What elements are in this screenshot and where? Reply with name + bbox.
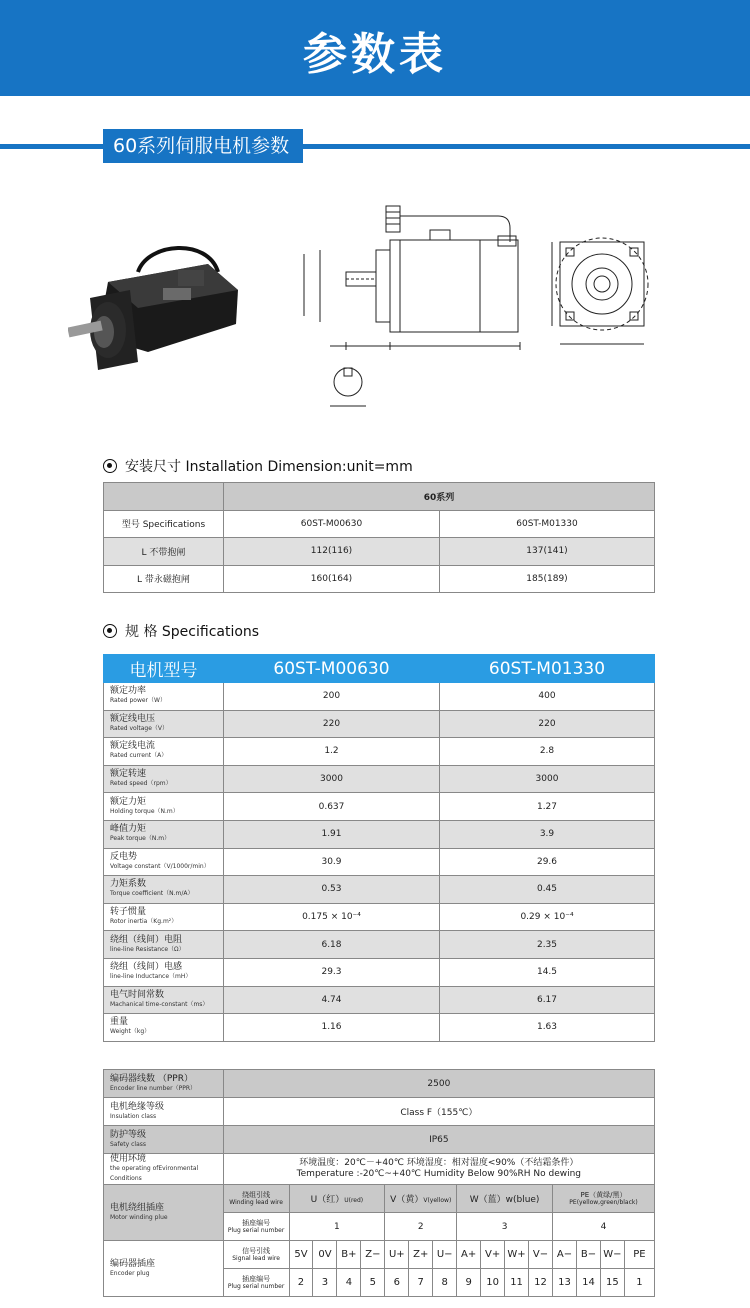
winding-pin-4: 4	[553, 1213, 655, 1241]
spec-row	[104, 738, 655, 766]
spec-value-2: 1.63	[440, 1014, 655, 1042]
insulation-value: Class F（155℃）	[223, 1098, 654, 1126]
encoder-signal: W+	[505, 1241, 529, 1269]
installation-heading	[103, 456, 413, 476]
encoder-pin: 12	[529, 1269, 553, 1297]
spec-value-1: 0.637	[224, 793, 440, 821]
encoder-lead-label: 信号引线 Signal lead wire	[223, 1241, 289, 1269]
spec-value-2: 400	[440, 683, 655, 711]
spec-label: 重量 Weight（kg）	[104, 1014, 224, 1042]
spec-value-2: 2.35	[440, 931, 655, 959]
section-title: 60系列伺服电机参数	[103, 129, 303, 163]
spec-row	[104, 793, 655, 821]
specs-header-model-2: 60ST-M01330	[440, 655, 655, 683]
encoder-signal: U+	[385, 1241, 409, 1269]
encoder-pin: 2	[289, 1269, 313, 1297]
spec-label: 绕组（线间）电感 line-line Inductance（mH）	[104, 958, 224, 986]
spec-value-2: 6.17	[440, 986, 655, 1014]
encoder-pin: 7	[409, 1269, 433, 1297]
encoder-lines-value: 2500	[223, 1070, 654, 1098]
spec-row	[104, 765, 655, 793]
encoder-pin: 11	[505, 1269, 529, 1297]
spec-label: 力矩系数 Torque coefficient（N.m/A）	[104, 876, 224, 904]
spec-row	[104, 986, 655, 1014]
specs-header-model-1: 60ST-M00630	[224, 655, 440, 683]
spec-value-2: 14.5	[440, 958, 655, 986]
encoder-signal: 5V	[289, 1241, 313, 1269]
encoder-pin: 1	[624, 1269, 654, 1297]
spec-value-1: 1.91	[224, 820, 440, 848]
installation-table	[103, 482, 655, 593]
environment-label: 使用环境 the operating ofEvironmental Conditions	[104, 1154, 224, 1185]
row-label: L 不带抱闸	[104, 538, 224, 566]
spec-value-1: 29.3	[224, 958, 440, 986]
model-1: 60ST-M00630	[224, 510, 440, 538]
winding-pin-2: 2	[385, 1213, 457, 1241]
spec-label: 额定线电压 Rated voltage（V）	[104, 710, 224, 738]
spec-value-1: 30.9	[224, 848, 440, 876]
model-2: 60ST-M01330	[440, 510, 655, 538]
spec-value-2: 29.6	[440, 848, 655, 876]
spec-value-1: 1.2	[224, 738, 440, 766]
spec-value-1: 3000	[224, 765, 440, 793]
spec-value-2: 1.27	[440, 793, 655, 821]
spec-value-1: 220	[224, 710, 440, 738]
spec-value-2: 2.8	[440, 738, 655, 766]
protection-value: IP65	[223, 1126, 654, 1154]
spec-label: 型号 Specifications	[104, 510, 224, 538]
encoder-signal: V+	[481, 1241, 505, 1269]
encoder-signal: A−	[553, 1241, 577, 1269]
encoder-signal: B+	[337, 1241, 361, 1269]
insulation-label: 电机绝缘等级 Insulation class	[104, 1098, 224, 1126]
specs-heading-text: 规 格 Specifications	[125, 624, 260, 640]
spec-row	[104, 683, 655, 711]
spec-value-2: 220	[440, 710, 655, 738]
encoder-serial-label: 插座编号 Plug serial number	[223, 1269, 289, 1297]
specs-table	[103, 654, 655, 1042]
row-label: L 带永磁抱闸	[104, 565, 224, 593]
encoder-signal: A+	[457, 1241, 481, 1269]
row-value: 112(116)	[224, 538, 440, 566]
spec-row	[104, 876, 655, 904]
encoder-signal: 0V	[313, 1241, 337, 1269]
encoder-pin: 13	[553, 1269, 577, 1297]
spec-value-2: 0.29 × 10⁻⁴	[440, 903, 655, 931]
encoder-signal: Z+	[409, 1241, 433, 1269]
winding-serial-label: 插座编号 Plug serial number	[223, 1213, 289, 1241]
encoder-signal: PE	[624, 1241, 654, 1269]
encoder-signal: B−	[576, 1241, 600, 1269]
encoder-pin: 9	[457, 1269, 481, 1297]
encoder-signal: W−	[600, 1241, 624, 1269]
specs-body	[104, 683, 655, 1042]
encoder-pin: 5	[361, 1269, 385, 1297]
encoder-pin: 10	[481, 1269, 505, 1297]
encoder-pin: 4	[337, 1269, 361, 1297]
installation-drawing	[290, 196, 690, 422]
spec-row	[104, 903, 655, 931]
spec-value-1: 6.18	[224, 931, 440, 959]
spec-label: 峰值力矩 Peak torque（N.m）	[104, 820, 224, 848]
encoder-plug-label: 编码器插座 Encoder plug	[104, 1241, 224, 1297]
spec-row	[104, 931, 655, 959]
winding-pin-1: 1	[289, 1213, 385, 1241]
spec-label: 额定转速 Reted speed（rpm）	[104, 765, 224, 793]
environment-line-en: Temperature :-20℃~+40℃ Humidity Below 90%RH No dewing	[296, 1169, 582, 1179]
servo-motor-photo	[68, 242, 244, 374]
spec-value-1: 200	[224, 683, 440, 711]
spec-value-2: 0.45	[440, 876, 655, 904]
spec-label: 额定力矩 Holding torque（N.m）	[104, 793, 224, 821]
encoder-pin: 15	[600, 1269, 624, 1297]
wire-v: V（黄）V(yellow)	[385, 1185, 457, 1213]
spec-label: 转子惯量 Rotor inertia（Kg.m²）	[104, 903, 224, 931]
encoder-signal: V−	[529, 1241, 553, 1269]
wire-u: U（红）U(red)	[289, 1185, 385, 1213]
spec-row	[104, 820, 655, 848]
spec-row	[104, 710, 655, 738]
row-value: 137(141)	[440, 538, 655, 566]
spec-label: 额定线电流 Rated current（A）	[104, 738, 224, 766]
spec-value-2: 3000	[440, 765, 655, 793]
protection-label: 防护等级 Safety class	[104, 1126, 224, 1154]
row-value: 185(189)	[440, 565, 655, 593]
spec-value-1: 0.175 × 10⁻⁴	[224, 903, 440, 931]
encoder-signal: U−	[433, 1241, 457, 1269]
series-header: 60系列	[224, 483, 655, 511]
spec-row	[104, 958, 655, 986]
spec-value-1: 1.16	[224, 1014, 440, 1042]
spec-value-1: 4.74	[224, 986, 440, 1014]
page-title: 参数表	[303, 29, 447, 80]
encoder-pin: 14	[576, 1269, 600, 1297]
row-value: 160(164)	[224, 565, 440, 593]
encoder-signal: Z−	[361, 1241, 385, 1269]
encoder-pin: 3	[313, 1269, 337, 1297]
spec-value-1: 0.53	[224, 876, 440, 904]
spec-label: 绕组（线间）电阻 line-line Resistance（Ω）	[104, 931, 224, 959]
winding-lead-label: 绕组引线 Winding lead wire	[223, 1185, 289, 1213]
bullet-icon	[103, 624, 117, 638]
electrical-table	[103, 1069, 655, 1297]
spec-row	[104, 848, 655, 876]
wire-w: W（蓝）w(blue)	[457, 1185, 553, 1213]
spec-label: 额定功率 Rated power（W）	[104, 683, 224, 711]
page-banner	[0, 0, 750, 96]
specs-heading	[103, 621, 259, 641]
table-cell	[104, 483, 224, 511]
winding-pin-3: 3	[457, 1213, 553, 1241]
wire-pe: PE（黄绿/黑） PE(yellow,green/black)	[553, 1185, 655, 1213]
encoder-pin: 6	[385, 1269, 409, 1297]
environment-value	[223, 1154, 654, 1185]
winding-plug-label: 电机绕组插座 Motor winding plue	[104, 1185, 224, 1241]
encoder-pin: 8	[433, 1269, 457, 1297]
spec-label: 电气时间常数 Machanical time-constant（ms）	[104, 986, 224, 1014]
spec-value-2: 3.9	[440, 820, 655, 848]
installation-heading-text: 安装尺寸 Installation Dimension:unit=mm	[125, 459, 413, 475]
spec-label: 反电势 Voltage constant（V/1000r/min）	[104, 848, 224, 876]
spec-row	[104, 1014, 655, 1042]
specs-header-label: 电机型号	[104, 655, 224, 683]
bullet-icon	[103, 459, 117, 473]
encoder-lines-label: 编码器线数 （PPR） Encoder line number（PPR）	[104, 1070, 224, 1098]
environment-line-cn: 环境温度：20℃－+40℃ 环境湿度：相对湿度<90%（不结霜条件）	[299, 1158, 579, 1168]
